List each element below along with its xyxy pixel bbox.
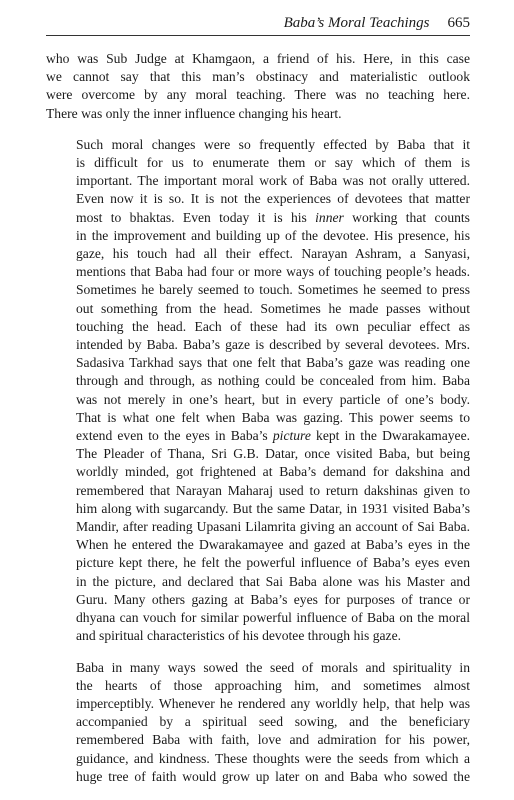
emphasis-inner: inner [315,209,344,225]
text-fragment: kept in the Dwarakamayee. [310,428,470,444]
paragraph-2 [46,136,470,646]
text-fragment: extend even to the eyes in Baba’s [76,428,273,444]
text-line: dhyana can vouch for similar powerful influence of Baba on the moral [76,610,470,626]
text-line: When he entered the Dwarakamayee and gazed at Baba’s eyes in the [76,537,470,553]
text-line: Baba in many ways sowed the seed of morals and spirituality in [76,659,470,675]
text-line: important. The important moral work of Baba was not orally uttered. [76,173,470,189]
text-line: The Pleader of Thana, Sri G.B. Datar, once visited Baba, but being [76,446,470,462]
paragraph-1 [46,50,470,123]
text-line: There was only the inner influence changing his heart. [46,105,342,121]
text-line: Guru. Many others gazing at Baba’s eyes for purposes of trance or [76,591,470,607]
text-line: who was Sub Judge at Khamgaon, a friend of his. Here, in this case [46,51,470,66]
text-line: in the picture, and declared that Sai Baba alone was his Master and [76,573,470,589]
text-line: the hearts of those approaching him, and sometimes almost [76,677,470,693]
text-line: Sometimes he barely seemed to touch. Sometimes he seemed to press [76,282,470,298]
text-line: Even now it is so. It is not the experiences of devotees that matter [76,191,470,207]
text-line: were overcome by any moral teaching. There was no teaching here. [46,87,470,103]
running-header [46,14,470,36]
text-line: Mandir, after reading Upasani Lilamrita giving an account of Sai Baba. [76,519,470,535]
text-line: guidance, and kindness. These thoughts were the seeds from which a [76,750,470,766]
running-title: Baba’s Moral Teachings [283,15,430,31]
text-line: picture kept there, he felt the powerful influence of Baba’s eyes even [76,555,470,571]
text-line: him along with sugarcandy. But the same Datar, in 1931 visited Baba’s [76,500,470,516]
text-line: imperceptibly. Whenever he rendered any worldly help, that help was [76,695,470,711]
text-line: intended by Baba. Baba’s gaze is described by several devotees. Mrs. [76,337,470,353]
text-line: out something from the head. Sometimes he made passes without [76,300,470,316]
text-fragment: working that counts [343,209,470,225]
page-number: 665 [447,15,470,31]
text-line: remembered that Narayan Maharaj used to return dakshinas given to [76,482,470,498]
text-line: touching the head. Each of these had its own peculiar effect as [76,318,470,334]
text-line: and spiritual characteristics of his devotee through his gaze. [76,628,402,644]
text-line: gaze, his touch had all their effect. Narayan Ashram, a Sanyasi, [76,246,470,262]
text-line: Such moral changes were so frequently effected by Baba that it [76,136,470,152]
text-line: worldly minded, got frightened at Baba’s demand for dakshina and [76,464,470,480]
text-line: we cannot say that this man’s obstinacy and materialistic outlook [46,69,470,85]
text-line: That is what one felt when Baba was gazing. This power seems to [76,409,470,425]
paragraph-3 [46,659,470,786]
text-line: mentions that Baba had four or more ways of touching people’s heads. [76,264,470,280]
text-line: huge tree of faith would grow up later on and Baba who sowed the [76,768,470,784]
text-fragment: most to bhaktas. Even today it is his [76,209,316,225]
text-line: Sadasiva Tarkhad says that one felt that Baba’s gaze was reading one [76,355,470,371]
text-line: was not merely in one’s heart, but in every particle of one’s body. [76,391,470,407]
text-line: in the improvement and building up of the devotee. His presence, his [76,227,470,243]
text-line: remembered Baba with faith, love and admiration for his power, [76,732,470,748]
text-line [46,427,470,445]
text-line [46,209,470,227]
text-line: through and through, as nothing could be concealed from him. Baba [76,373,470,389]
text-line: accompanied by a spiritual seed sowing, and the beneficiary [76,714,470,730]
emphasis-picture: picture [272,428,311,444]
text-line: is difficult for us to enumerate them or say which of them is [76,155,470,171]
book-page [46,14,470,786]
